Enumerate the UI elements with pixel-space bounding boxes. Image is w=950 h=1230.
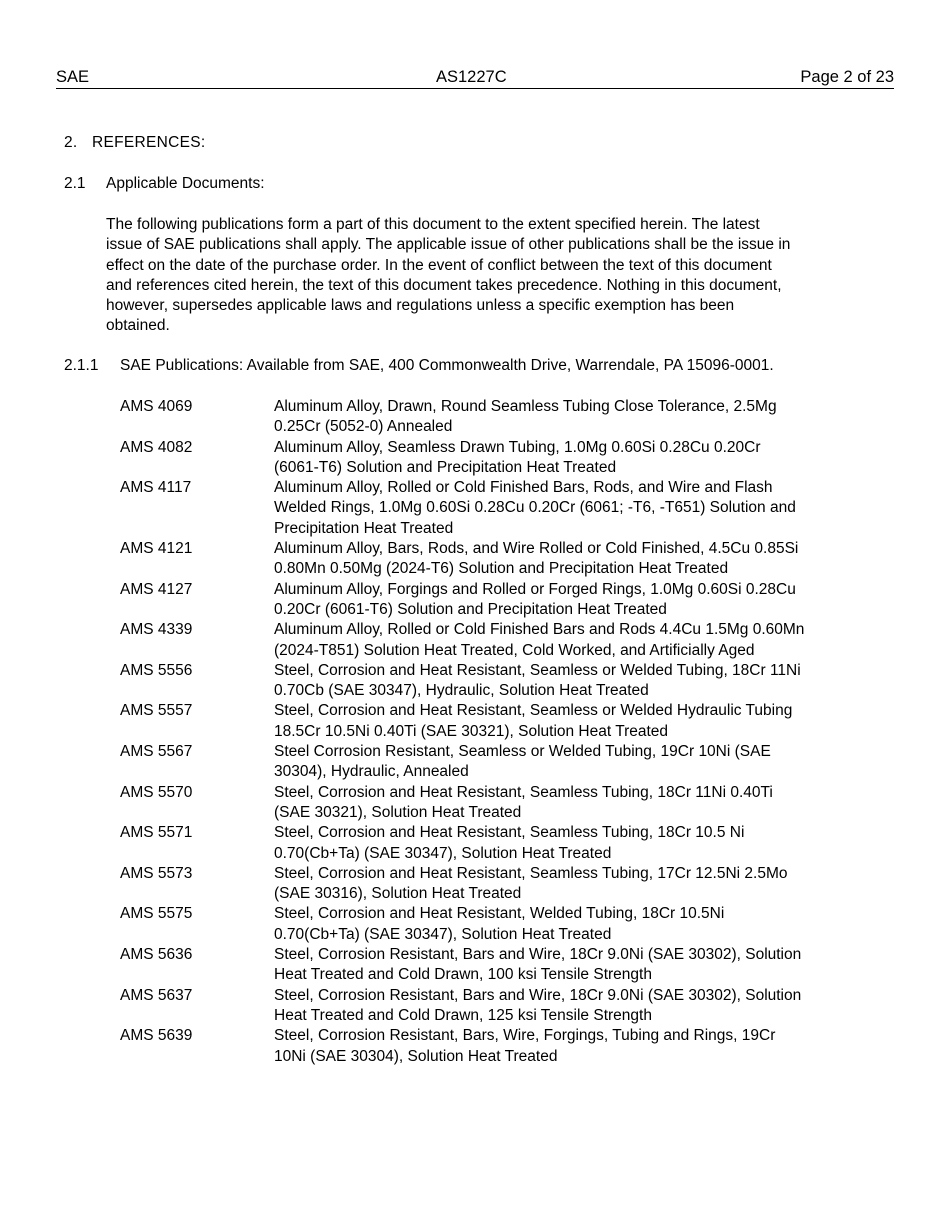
reference-item — [120, 438, 880, 479]
reference-code: AMS 4082 — [120, 438, 193, 456]
reference-list — [120, 397, 880, 1067]
section-number: 2. — [64, 134, 78, 151]
publications-text: SAE Publications: Available from SAE, 400 Commonwealth Drive, Warrendale, PA 15096-0001. — [120, 357, 774, 374]
reference-item — [120, 904, 880, 945]
reference-code: AMS 4117 — [120, 479, 192, 497]
reference-description: Aluminum Alloy, Drawn, Round Seamless Tubing Close Tolerance, 2.5Mg 0.25Cr (5052-0) Annealed — [274, 398, 777, 436]
sae-publications-heading — [64, 357, 774, 375]
reference-description: Steel Corrosion Resistant, Seamless or Welded Tubing, 19Cr 10Ni (SAE 30304), Hydraulic, Annealed — [274, 743, 771, 781]
section-title: REFERENCES: — [92, 134, 206, 151]
reference-code: AMS 4069 — [120, 398, 193, 415]
reference-description: Steel, Corrosion and Heat Resistant, Seamless or Welded Hydraulic Tubing 18.5Cr 10.5Ni 0.40Ti (SAE 30321), Solution Heat Treated — [274, 702, 793, 740]
subsection-title: Applicable Documents: — [106, 175, 265, 192]
reference-item — [120, 945, 880, 986]
reference-description: Steel, Corrosion and Heat Resistant, Seamless Tubing, 18Cr 11Ni 0.40Ti (SAE 30321), Solution Heat Treated — [274, 783, 773, 821]
reference-description: Steel, Corrosion Resistant, Bars and Wire, 18Cr 9.0Ni (SAE 30302), Solution Heat Treated and Cold Drawn, 125 ksi Tensile Strength — [274, 986, 802, 1024]
header-page-number: Page 2 of 23 — [800, 68, 894, 86]
reference-item — [120, 1026, 880, 1067]
reference-description: Steel, Corrosion and Heat Resistant, Seamless Tubing, 18Cr 10.5 Ni 0.70(Cb+Ta) (SAE 30347), Solution Heat Treated — [274, 824, 745, 862]
reference-item — [120, 823, 880, 864]
reference-item — [120, 397, 880, 438]
reference-item — [120, 661, 880, 702]
reference-item — [120, 478, 880, 539]
publications-number: 2.1.1 — [64, 357, 99, 374]
reference-description: Aluminum Alloy, Rolled or Cold Finished Bars and Rods 4.4Cu 1.5Mg 0.60Mn (2024-T851) Solution Heat Treated, Cold Worked, and Artificially Aged — [274, 621, 805, 659]
reference-code: AMS 5575 — [120, 905, 193, 923]
subsection-number: 2.1 — [64, 175, 86, 192]
reference-description: Steel, Corrosion Resistant, Bars and Wire, 18Cr 9.0Ni (SAE 30302), Solution Heat Treated and Cold Drawn, 100 ksi Tensile Strength — [274, 946, 802, 984]
reference-code: AMS 5567 — [120, 743, 193, 761]
section-heading — [64, 134, 206, 152]
reference-item — [120, 864, 880, 905]
header-document-id: AS1227C — [436, 68, 507, 86]
reference-description: Steel, Corrosion and Heat Resistant, Seamless Tubing, 17Cr 12.5Ni 2.5Mo (SAE 30316), Solution Heat Treated — [274, 864, 788, 903]
reference-item — [120, 701, 880, 742]
reference-code: AMS 5639 — [120, 1027, 193, 1045]
reference-description: Steel, Corrosion and Heat Resistant, Seamless or Welded Tubing, 18Cr 11Ni 0.70Cb (SAE 30347), Hydraulic, Solution Heat Treated — [274, 661, 801, 700]
reference-code: AMS 5556 — [120, 661, 193, 679]
reference-code: AMS 5636 — [120, 946, 193, 964]
reference-item — [120, 783, 880, 824]
reference-description: Aluminum Alloy, Bars, Rods, and Wire Rolled or Cold Finished, 4.5Cu 0.85Si 0.80Mn 0.50Mg (2024-T6) Solution and Precipitation Heat Treated — [274, 540, 799, 578]
reference-description: Aluminum Alloy, Rolled or Cold Finished Bars, Rods, and Wire and Flash Welded Rings, 1.0Mg 0.60Si 0.28Cu 0.20Cr (6061; -T6, -T651) Solution and Precipitation Heat Treated — [274, 479, 796, 537]
page-header — [56, 68, 894, 89]
reference-description: Aluminum Alloy, Forgings and Rolled or Forged Rings, 1.0Mg 0.60Si 0.28Cu 0.20Cr (6061-T6) Solution and Precipitation Heat Treated — [274, 580, 796, 618]
reference-item — [120, 539, 880, 580]
applicable-documents-paragraph: The following publications form a part of this document to the extent specified herein. The latest issue of SAE publications shall apply. The applicable issue of other publications shall be the issue in effect on the date of the purchase order. In the event of conflict between the text of this document and references cited herein, the text of this document takes precedence. Nothing in this document, however, supersedes applicable laws and regulations unless a specific exemption has been obtained. — [106, 216, 791, 335]
reference-item — [120, 580, 880, 621]
reference-code: AMS 4339 — [120, 621, 193, 639]
reference-item — [120, 620, 880, 661]
reference-code: AMS 4121 — [120, 540, 193, 558]
reference-code: AMS 5557 — [120, 702, 193, 720]
reference-description: Steel, Corrosion Resistant, Bars, Wire, Forgings, Tubing and Rings, 19Cr 10Ni (SAE 30304), Solution Heat Treated — [274, 1027, 776, 1065]
reference-code: AMS 5573 — [120, 864, 193, 882]
reference-description: Aluminum Alloy, Seamless Drawn Tubing, 1.0Mg 0.60Si 0.28Cu 0.20Cr (6061-T6) Solution and Precipitation Heat Treated — [274, 438, 761, 476]
reference-item — [120, 986, 880, 1027]
reference-code: AMS 5570 — [120, 783, 193, 801]
reference-item — [120, 742, 880, 783]
reference-code: AMS 5637 — [120, 986, 193, 1004]
reference-code: AMS 5571 — [120, 824, 193, 842]
header-org: SAE — [56, 68, 90, 86]
reference-description: Steel, Corrosion and Heat Resistant, Welded Tubing, 18Cr 10.5Ni 0.70(Cb+Ta) (SAE 30347), Solution Heat Treated — [274, 905, 725, 943]
reference-code: AMS 4127 — [120, 580, 193, 598]
subsection-heading — [64, 175, 265, 193]
